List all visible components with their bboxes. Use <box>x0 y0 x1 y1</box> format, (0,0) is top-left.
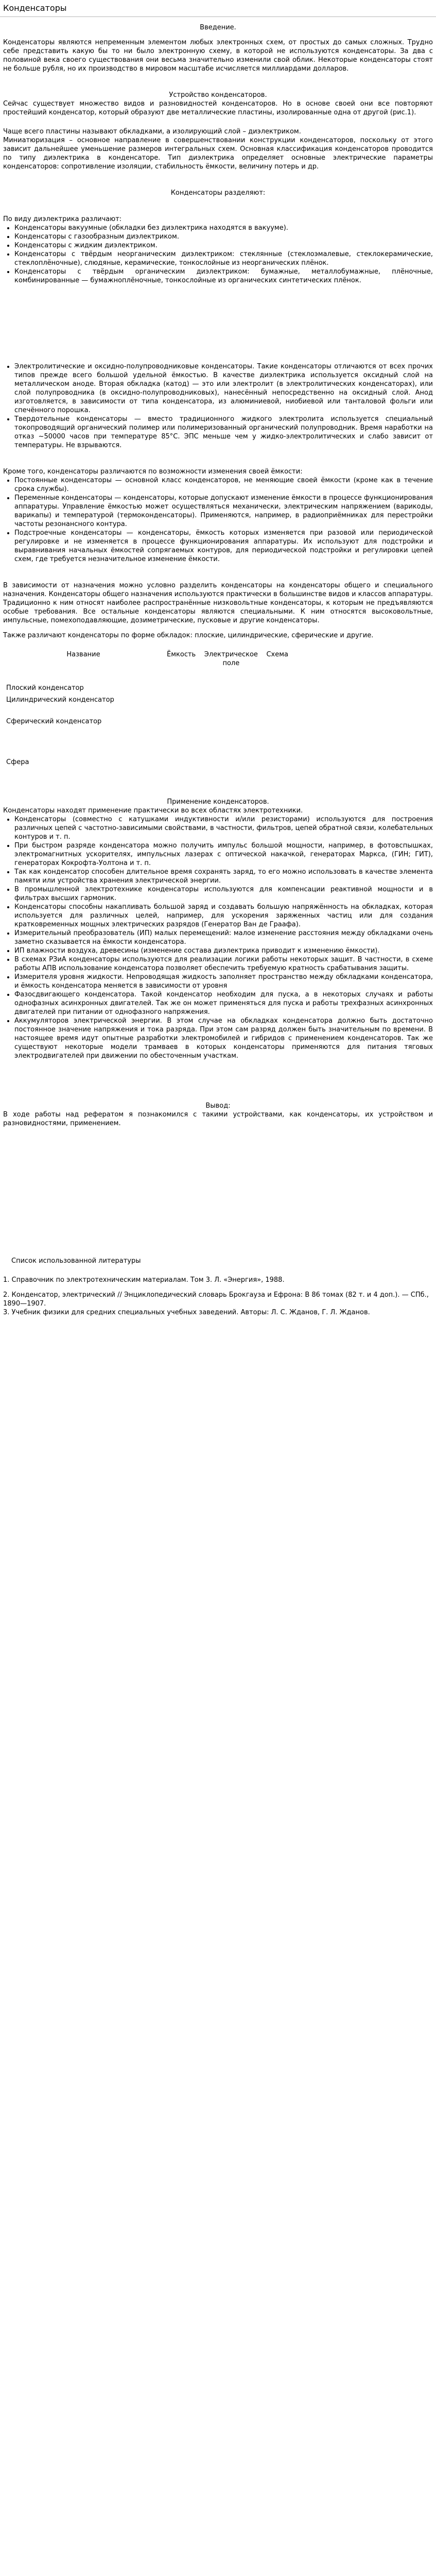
list-item: • ИП влажности воздуха, древесины (изменение состава диэлектрика приводит к изменению ёмкости). <box>14 946 433 955</box>
table-header-name: Название <box>66 651 100 658</box>
intro-heading: Введение. <box>200 24 236 31</box>
capacitor-shapes-table <box>3 650 291 767</box>
shape-paragraph: Также различают конденсаторы по форме обкладок: плоские, цилиндрические, сферические и другие. <box>3 632 374 639</box>
list-item: • Постоянные конденсаторы — основной класс конденсаторов, не меняющие своей ёмкости (кроме как в течение срока службы). <box>14 476 433 494</box>
capacity-intro: Кроме того, конденсаторы различаются по возможности изменения своей ёмкости: <box>3 468 303 476</box>
table-row <box>3 668 291 692</box>
structure-heading: Устройство конденсаторов. <box>169 91 267 99</box>
list-item: • Так как конденсатор способен длительное время сохранять заряд, то его можно использовать в качестве элемента памяти или устройства хранения электрической энергии. <box>14 868 433 885</box>
usage-list <box>3 815 433 1060</box>
list-item: • В схемах РЗиА конденсаторы используются для реализации логики работы некоторых защит. В частности, в схеме работы АПВ использование конденсатора позволяет обеспечить требуемую кратность срабатывания защиты. <box>14 955 433 973</box>
capacity-list <box>3 476 433 564</box>
list-item: • При быстром разряде конденсатора можно получить импульс большой мощности, например, в фотовспышках, электромагнитных ускорителях, импульсных лазерах с оптической накачкой, генераторах Маркса, (ГИН; ГИТ), генераторах Кокрофта-Уолтона и т. п. <box>14 841 433 868</box>
list-item: • Конденсаторы (совместно с катушками индуктивности и/или резисторами) используются для построения различных цепей с частотно-зависимыми свойствами, в частности, фильтров, цепей обратной связи, колебательных контуров и т. п. <box>14 815 433 841</box>
structure-paragraph-3: Миниатюризация – основное направление в совершенствовании конструкции конденсаторов, поскольку от этого зависит дальнейшее уменьшение размеров интегральных схем. Основная классификация конденсаторов проводится по типу диэлектрика в конденсаторе. Тип диэлектрика определяет основные электрические параметры конденсаторов: сопротивление изоляции, стабильность ёмкости, величину потерь и др. <box>3 137 433 171</box>
document-body <box>0 17 436 1317</box>
table-cell-name: Плоский конденсатор <box>6 684 84 692</box>
document-title: Конденсаторы <box>0 2 436 17</box>
list-item: • Конденсаторы с твёрдым органическим диэлектриком: бумажные, металлобумажные, плёночные, комбинированные — бумажноплёночные, тонкослойные из органических синтетических плёнок. <box>14 267 433 285</box>
dielectric-list-continued <box>3 362 433 450</box>
table-row <box>3 717 291 742</box>
list-item: • Конденсаторы с жидким диэлектриком. <box>14 241 433 250</box>
table-cell-name: Сферический конденсатор <box>6 718 102 725</box>
intro-paragraph: Конденсаторы являются непременным элементом любых электронных схем, от простых до самых сложных. Трудно себе представить какую бы то ни было электронную схему, в которой не используются конденсаторы. За два с половиной века своего существования они весьма значительно изменили свой облик. Некоторые конденсаторы стоят не больше рубля, но их производство в мировом масштабе исчисляется миллиардами долларов. <box>3 39 433 73</box>
table-cell-name: Сфера <box>6 758 29 766</box>
dielectric-intro: По виду диэлектрика различают: <box>3 215 122 223</box>
list-item: • Конденсаторы с газообразным диэлектриком. <box>14 232 433 241</box>
reference-item: 3. Учебник физики для средних специальных учебных заведений. Авторы: Л. С. Жданов, Г. Л. Жданов. <box>3 1309 370 1316</box>
list-item: • В промышленной электротехнике конденсаторы используются для компенсации реактивной мощности и в фильтрах высших гармоник. <box>14 885 433 903</box>
list-item: • Конденсаторы способны накапливать большой заряд и создавать большую напряжённость на обкладках, которая используется для различных целей, например, для ускорения заряженных частиц или для создания кратковременных мощных электрических разрядов (Генератор Ван де Граафа). <box>14 903 433 929</box>
usage-intro: Конденсаторы находят применение практически во всех областях электротехники. <box>3 807 303 815</box>
conclusion-paragraph: В ходе работы над рефератом я познакомился с такими устройствами, как конденсаторы, их устройством и разновидностями, применением. <box>3 1111 433 1127</box>
table-row <box>3 692 291 717</box>
list-item: • Электролитические и оксидно-полупроводниковые конденсаторы. Такие конденсаторы отличаются от всех прочих типов прежде всего большой удельной ёмкостью. В качестве диэлектрика используется оксидный слой на металлическом аноде. Вторая обкладка (катод) — это или электролит (в электролитических конденсаторах), или слой полупроводника (в оксидно-полупроводниковых), нанесённый непосредственно на оксидный слой. Анод изготовляется, в зависимости от типа конденсатора, из алюминиевой, ниобиевой или танталовой фольги или спечённого порошка. <box>14 362 433 415</box>
table-header-capacity: Ёмкость <box>167 651 196 658</box>
table-cell-name: Цилиндрический конденсатор <box>6 696 114 704</box>
list-item: • Конденсаторы вакуумные (обкладки без диэлектрика находятся в вакууме). <box>14 224 433 232</box>
list-item: • Измерительный преобразователь (ИП) малых перемещений: малое изменение расстояния между обкладками очень заметно сказывается на ёмкости конденсатора. <box>14 929 433 946</box>
table-row <box>3 742 291 767</box>
structure-paragraph-2: Чаще всего пластины называют обкладками, а изолирующий слой – диэлектриком. <box>3 128 301 135</box>
table-header-scheme: Схема <box>266 651 288 658</box>
purpose-paragraph: В зависимости от назначения можно условно разделить конденсаторы на конденсаторы общего и специального назначения. Конденсаторы общего назначения используются практически в большинстве видов и классов аппаратуры. Традиционно к ним относят наиболее распространённые низковольтные конденсаторы, к которым не предъявляются особые требования. Все остальные конденсаторы являются специальными. К ним относятся высоковольтные, импульсные, помехоподавляющие, дозиметрические, пусковые и другие конденсаторы. <box>3 582 433 624</box>
conclusion-heading: Вывод: <box>205 1102 231 1110</box>
list-item: • Переменные конденсаторы — конденсаторы, которые допускают изменение ёмкости в процессе функционирования аппаратуры. Управление ёмкостью может осуществляться механически, электрическим напряжением (варикоды, варикапы) и температурой (термоконденсаторы). Применяются, например, в радиоприёмниках для перестройки частоты резонансного контура. <box>14 494 433 529</box>
list-item: • Аккумуляторов электрической энергии. В этом случае на обкладках конденсатора должно быть достаточно постоянное значение напряжения и тока разряда. При этом сам разряд должен быть значительным по времени. В настоящее время идут опытные разработки электромобилей и гибридов с применением конденсаторов. Так же существуют некоторые модели трамваев в которых конденсаторы применяются для питания тяговых электродвигателей при движении по обесточенным участкам. <box>14 1016 433 1060</box>
structure-paragraph-1: Сейчас существует множество видов и разновидностей конденсаторов. Но в основе своей они все повторяют простейший конденсатор, который образуют две металлические пластины, изолированные одна от другой (рис.1). <box>3 100 433 116</box>
table-header-field: Электрическое поле <box>204 651 258 667</box>
reference-item: 2. Конденсатор, электрический // Энциклопедический словарь Брокгауза и Ефрона: В 86 томах (82 т. и 4 доп.). — СПб., 1890—1907. <box>3 1291 429 1308</box>
reference-item: 1. Справочник по электротехническим материалам. Том 3. Л. «Энергия», 1988. <box>3 1276 285 1284</box>
list-item: • Подстроечные конденсаторы — конденсаторы, ёмкость которых изменяется при разовой или периодической регулировке и не изменяется в процессе функционирования аппаратуры. Их используют для подстройки и выравнивания начальных ёмкостей сопрягаемых контуров, для периодической подстройки и регулировки цепей схем, где требуется незначительное изменение ёмкости. <box>14 529 433 564</box>
list-item: • Твердотельные конденсаторы — вместо традиционного жидкого электролита используется специальный токопроводящий органический полимер или полимеризованный органический полупроводник. Время наработки на отказ ~50000 часов при температуре 85°C. ЭПС меньше чем у жидко-электролитических и слабо зависит от температуры. Не взрываются. <box>14 415 433 450</box>
types-heading: Конденсаторы разделяют: <box>170 189 266 197</box>
list-item: • Конденсаторы с твёрдым неорганическим диэлектриком: стеклянные (стеклоэмалевые, стеклокерамические, стеклоплёночные), слюдяные, керамические, тонкослойные из неорганических плёнок. <box>14 250 433 267</box>
list-item: • Фазосдвигающего конденсатора. Такой конденсатор необходим для пуска, а в некоторых случаях и работы однофазных асинхронных двигателей. Так же он может применяться для пуска и работы трехфазных асинхронных двигателей при питании от однофазного напряжения. <box>14 990 433 1016</box>
references-heading: Список использованной литературы <box>11 1257 141 1265</box>
usage-heading: Применение конденсаторов. <box>167 798 269 806</box>
list-item: • Измерителя уровня жидкости. Непроводящая жидкость заполняет пространство между обкладками конденсатора, и ёмкость конденсатора меняется в зависимости от уровня <box>14 973 433 990</box>
dielectric-list <box>3 224 433 285</box>
